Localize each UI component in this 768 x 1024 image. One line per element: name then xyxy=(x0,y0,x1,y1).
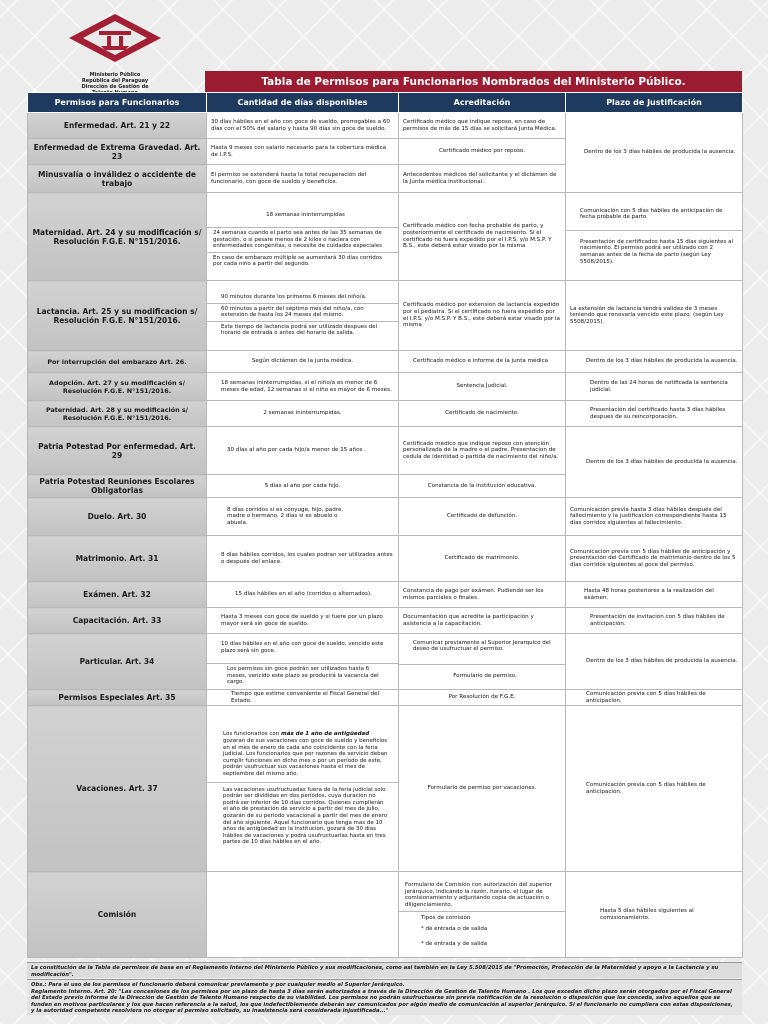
days-cell: 8 días corridos si es cónyuge, hijo, padre, madre o hermano. 2 días si es abuelo o abuela. xyxy=(207,498,399,536)
days-subitem: En caso de embarazo múltiple se aumentará 30 días corridos por cada niño a partir del segundo. xyxy=(207,252,398,270)
org-line: República del Paraguay xyxy=(81,78,149,84)
days-cell: 8 días hábiles corridos, los cuales podran ser utilizados antes o después del enlace. xyxy=(207,536,399,582)
permit-name: Duelo. Art. 30 xyxy=(28,498,207,536)
acred-subitem: Tipos de comisión xyxy=(399,911,565,923)
table-row xyxy=(28,401,743,427)
days-text: Los funcionarios con xyxy=(223,731,282,738)
permit-name: Vacaciones. Art. 37 xyxy=(28,706,207,872)
days-subitem xyxy=(207,727,398,781)
permissions-table-wrap xyxy=(27,92,742,958)
days-cell: Tiempo que estime conveniente el Fiscal General del Estado. xyxy=(207,690,399,706)
plazo-cell: Presentación de invitación con 5 días hábiles de anticipación. xyxy=(566,608,743,634)
permit-name: Matrimonio. Art. 31 xyxy=(28,536,207,582)
permit-name: Comisión xyxy=(28,872,207,958)
days-cell: 15 días hábiles en el año (corridos o alternados). xyxy=(207,582,399,608)
table-row xyxy=(28,582,743,608)
days-subitem: 10 días hábiles en el año con goce de sueldo, vencido este plazo será sin goce. xyxy=(221,641,384,654)
acred-subitem: * de entrada y de salida xyxy=(421,940,488,947)
table-row xyxy=(28,373,743,401)
days-subitem: 18 semanas ininterrumpidas xyxy=(266,212,345,219)
header-permisos: Permisos para Funcionarios xyxy=(28,93,207,113)
table-header-row xyxy=(28,93,743,113)
acred-cell: Constancia de la institución educativa. xyxy=(399,475,566,498)
table-row xyxy=(28,706,743,872)
plazo-cell: Dentro de los 3 días hábiles de producida la ausencia. xyxy=(566,113,743,193)
acred-cell: Certificado médico e informe de la junta médica xyxy=(399,351,566,373)
permissions-table xyxy=(27,92,743,958)
days-subitem: 60 minutos a partir del séptimo mes del niño/a, con extensión de hasta los 24 meses del mismo. xyxy=(207,303,398,321)
plazo-cell: Dentro de los 3 días hábiles de producida la ausencia. xyxy=(566,427,743,498)
acred-cell xyxy=(399,634,566,690)
acred-cell: Certificado médico por reposo. xyxy=(399,139,566,165)
days-subitem: Este tiempo de lactancia podrá ser utilizado despues del horario de entrada o antes del horario de salida. xyxy=(207,321,398,339)
days-cell: El permiso se extenderá hasta la total recuperación del funcionario, con goce de sueldo y beneficios. xyxy=(207,165,399,193)
acred-subitem: * de entrada o de salida xyxy=(421,926,488,933)
days-cell: Hasta 3 meses con goce de sueldo y si fuere por un plazo mayor será sin goce de sueldo. xyxy=(207,608,399,634)
obs-text: Para el uso de los permisos el funcionario deberá comunicar previamente y por cualquier medio al Superior Jerárquico. xyxy=(46,982,405,988)
plazo-cell: La extensión de lactancia tendrá validez de 3 meses teniendo que renovarla vencido este plazo. (según Ley 5508/2015). xyxy=(566,281,743,351)
permit-name: Permisos Especiales Art. 35 xyxy=(28,690,207,706)
acred-cell: Certificado de nacimiento. xyxy=(399,401,566,427)
table-row xyxy=(28,498,743,536)
permit-name: Particular. Art. 34 xyxy=(28,634,207,690)
header-plazo: Plazo de Justificación xyxy=(566,93,743,113)
page-title: Tabla de Permisos para Funcionarios Nombrados del Ministerio Público. xyxy=(205,71,742,92)
table-row xyxy=(28,427,743,475)
days-cell xyxy=(207,634,399,690)
plazo-cell: Comunicación previa con 5 días hábiles de anticipación. xyxy=(566,706,743,872)
acred-cell: Constancia de pago por exámen. Pudiendo ser los mismos parciales o finales. xyxy=(399,582,566,608)
org-line: Ministerio Público xyxy=(89,72,141,78)
table-row xyxy=(28,634,743,690)
permit-name: Patria Potestad Reuniones Escolares Obligatorias xyxy=(28,475,207,498)
header-cantidad: Cantidad de días disponibles xyxy=(207,93,399,113)
days-cell xyxy=(207,872,399,958)
plazo-cell: Dentro de los 3 días hábiles de producida la ausencia. xyxy=(566,351,743,373)
days-cell: 30 días hábiles en el año con goce de sueldo, prorrogables a 60 días con el 50% del salario y hasta 90 días sin goce de sueldo. xyxy=(207,113,399,139)
org-line: Dirección de Gestión de xyxy=(81,84,149,90)
acred-subitem: Comunicar previamente al Superior Jerarquico del deseo de usufructuar el permiso. xyxy=(413,639,551,653)
plazo-cell: Comunicación previa con 5 días hábiles de anticipacion. xyxy=(566,690,743,706)
days-subitem: 90 minutos durante los primeros 6 meses del niño/a. xyxy=(221,294,367,301)
observations-note xyxy=(27,979,742,1015)
plazo-subitem: Presentación de certificados hasta 15 días siguientes al nacimiento. El permiso podrá ser utilizado con 2 semanas antes de la fecha de parto (según Ley 5508/2015). xyxy=(566,230,742,273)
acred-cell: Sentencia Judicial. xyxy=(399,373,566,401)
acred-subitem: Formulario de permiso. xyxy=(399,664,565,688)
acred-cell: Certificado de matrimonio. xyxy=(399,536,566,582)
days-cell: 30 días al año por cada hijo/a menor de 15 años . xyxy=(207,427,399,475)
permit-name: Enfermedad de Extrema Gravedad. Art. 23 xyxy=(28,139,207,165)
permit-name: Patria Potestad Por enfermedad. Art. 29 xyxy=(28,427,207,475)
regulation-label: Reglamento Interno. Art. 20: xyxy=(31,988,117,995)
acred-cell: Formulario de permiso por vacaciones. xyxy=(399,706,566,872)
permit-name: Lactancia. Art. 25 y su modificacion s/ Resolución F.G.E. N°151/2016. xyxy=(28,281,207,351)
days-text: gozaran de sus vacaciones con goce de sueldo y beneficios en el mes de enero de cada año coincidente con la feria judicial. Los funcionarios que por razones de servicio deban cumplir funciones en dicho mes o por un período de este, podrán usufructuar sus vacaciones hasta el mes de septiembre del mismo año. xyxy=(223,738,388,777)
days-subitem: Los permisos sin goce podrán ser utilizados hasta 6 meses, vencido este plazo se producirá la vacancia del cargo. xyxy=(207,663,398,688)
plazo-cell: Dentro de los 3 días hábiles de producida la ausencia. xyxy=(566,634,743,690)
ministerio-publico-logo xyxy=(65,12,165,64)
days-subitem: Las vacaciones usufructuadas fuera de la feria judicial solo podrán ser divididas en dos períodos, cuya duración no podrá ser inferior de 10 días corridos. Quienes cumplierán el año de prestación de servicio a partir del mes de julio, gozarán de su periodo vacacional a partir del mes de enero del año siguiente. Aquel funcionario que tenga mas de 10 años de antigüedad en la institucion, gozará de 30 días hábiles de vacaciones y podrá usufructuarlas hasta en tres partes de 10 días hábiles en el año. xyxy=(207,782,398,850)
acred-cell: Certificado médico por extensión de lactancia expedido por el pediatra. Si el certificado no fuera expedido por el I.P.S. y/o M.S.P. Y B.S., este deberá estar visado por la misma xyxy=(399,281,566,351)
plazo-cell: Hasta 5 días hábiles siguientes al comisionamiento. xyxy=(566,872,743,958)
acred-cell xyxy=(399,872,566,958)
days-subitem: 24 semanas cuando el parto sea antes de las 35 semanas de gestación, o si pesare menos de 2 kilos o naciera con enfermedades congénitas, o necesite de cuidados especiales xyxy=(207,227,398,252)
days-cell xyxy=(207,281,399,351)
plazo-subitem: Comunicación con 5 días hábiles de anticipación de fecha probable de parto. xyxy=(580,207,723,221)
plazo-cell: Comunicación previa hasta 3 días hábiles después del fallecimiento y la justificación correspondiente hasta 15 días corridos siguientes al fallecimiento. xyxy=(566,498,743,536)
permit-name: Paternidad. Art. 28 y su modificación s/ Resolución F.G.E. N°151/2016. xyxy=(28,401,207,427)
legal-basis-note: La constitución de la Tabla de permisos de basa en el Reglamento Interno del Ministerio Público y sus modificaciones, como asi también en la Ley 5.508/2015 de "Promoción, Protección de la Maternidad y apoyo a la Lactancia y su modificación". xyxy=(27,962,742,978)
plazo-cell: Hasta 48 horas posteriores a la realización del exámen. xyxy=(566,582,743,608)
days-cell xyxy=(207,706,399,872)
acred-cell: Por Resolución de F.G.E. xyxy=(399,690,566,706)
regulation-text: "Las concesiones de los permisos por un plazo de hasta 3 días serán autorizados a través de la Dirección de Gestión de Talento Humano . Los que excedan dicho plazo serán otorgados por el Fiscal General del Estado previo informe de la Dirección de Gestión de Talento Humano respecto de su viabilidad. Los permisos no podrán usufructuarse sin previa notificación de la resolución o disposición que los conceda, salvo aquellos que se funden en motivos particulares y los que hacen referencia a la salud, los que indefectiblemente deberán ser comunicados por algún medio de comunicación al superior jerárquico. Si el funcionario no cumpliera con estas disposiciones, y la autoridad competente resolviera no otorgar el permiso solicitado, su inasistencia será considerada injustificada..." xyxy=(31,988,733,1015)
days-cell: 2 semanas ininterrumpidas. xyxy=(207,401,399,427)
table-row xyxy=(28,608,743,634)
days-cell: 5 días al año por cada hijo. xyxy=(207,475,399,498)
days-cell: Hasta 9 meses con salario necesario para la cobertura médica de I.P.S. xyxy=(207,139,399,165)
days-emphasis: más de 1 año de antigüedad xyxy=(281,731,370,738)
acred-cell: Antecedentes médicos del solicitante y el dictámen de la Junta médica institucional. xyxy=(399,165,566,193)
permit-name: Capacitación. Art. 33 xyxy=(28,608,207,634)
days-cell xyxy=(207,193,399,281)
acred-cell: Certificado médico que indique reposo con atención personalizada de la madre o el padre. Presentacion de cedula de identidad o partida de nacimiento del niño/a. xyxy=(399,427,566,475)
acred-cell: Certificado de defunción. xyxy=(399,498,566,536)
table-row xyxy=(28,113,743,139)
acred-cell: Documentación que acredite la participación y asistencia a la capacitación. xyxy=(399,608,566,634)
permit-name: Enfermedad. Art. 21 y 22 xyxy=(28,113,207,139)
table-row xyxy=(28,351,743,373)
acred-subitem: Formulario de Comisión con autorización del superior jerárquico, indicando la razón, horario, el lugar de comisionamiento y adjuntando copia de actuación o diligenciamiento. xyxy=(405,882,552,908)
acred-cell: Certificado médico con fecha probable de parto, y posteriormente el certificado de nacimiento. Si el certificado no fuera expedido por el I.P.S. y/o M.S.P. Y B.S., este deberá estar visado por la misma xyxy=(399,193,566,281)
permit-name: Adopción. Art. 27 y su modificación s/ Resolución F.G.E. N°151/2016. xyxy=(28,373,207,401)
table-row xyxy=(28,281,743,351)
table-row xyxy=(28,872,743,958)
plazo-cell xyxy=(566,193,743,281)
plazo-cell: Presentación del certificado hasta 3 días hábiles despues de su reincorporación. xyxy=(566,401,743,427)
days-cell: 18 semanas ininterrumpidas, si el niño/a es menor de 6 meses de edad, 12 semanas si el niño es mayor de 6 meses. xyxy=(207,373,399,401)
header-acreditacion: Acreditación xyxy=(399,93,566,113)
obs-label: Obs.: xyxy=(31,982,47,988)
acred-cell: Certificado médico que indique reposo, en caso de permisos de más de 15 días se solicitará Junta Médica. xyxy=(399,113,566,139)
permit-name: Maternidad. Art. 24 y su modificación s/ Resolución F.G.E. N°151/2016. xyxy=(28,193,207,281)
plazo-cell: Dentro de las 24 horas de notificada la sentencia judicial. xyxy=(566,373,743,401)
plazo-cell: Comunicación previa con 5 días hábiles de anticipación y presentación del Certificado de matrimonio dentro de los 5 días corridos siguientes al goce del permiso. xyxy=(566,536,743,582)
org-header xyxy=(60,12,170,96)
permit-name: Por interrupción del embarazo Art. 26. xyxy=(28,351,207,373)
days-cell: Según dictámen de la junta médica. xyxy=(207,351,399,373)
table-row xyxy=(28,690,743,706)
permit-name: Exámen. Art. 32 xyxy=(28,582,207,608)
table-row xyxy=(28,193,743,281)
permit-name: Minusvalía o inválidez o accidente de trabajo xyxy=(28,165,207,193)
table-row xyxy=(28,536,743,582)
